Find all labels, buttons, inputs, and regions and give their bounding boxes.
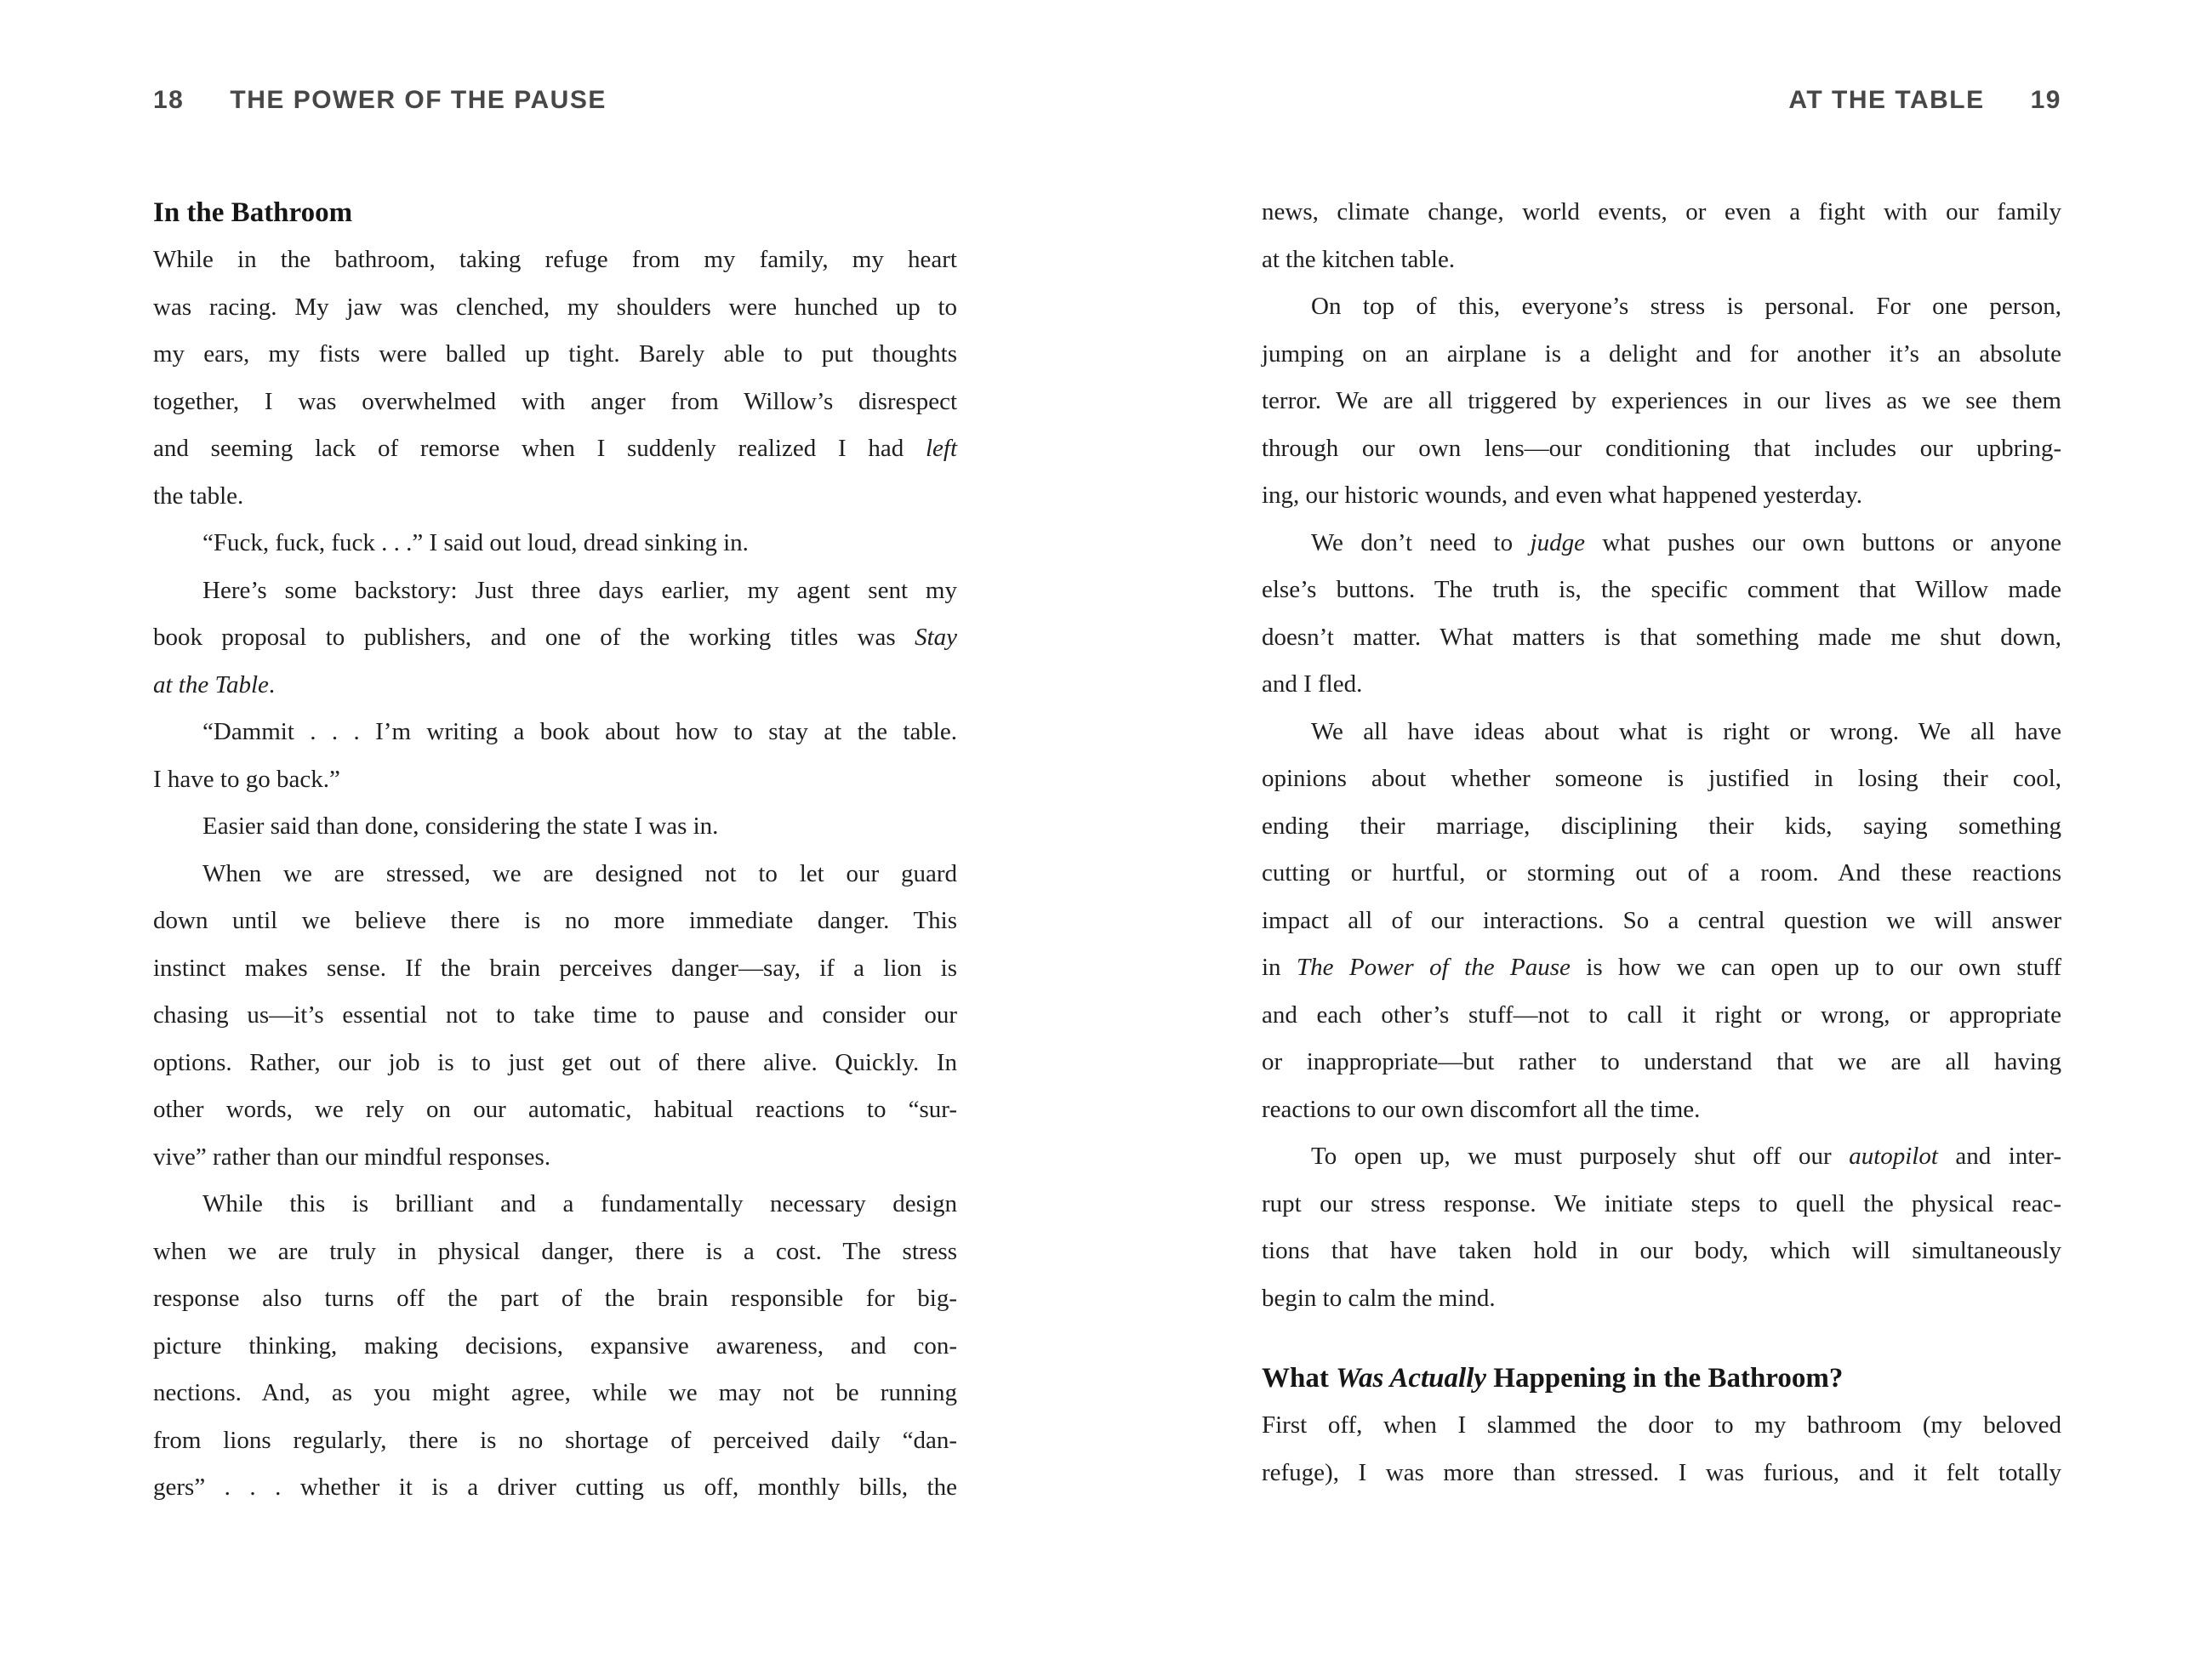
paragraph: [153, 237, 957, 520]
text-line: [1262, 567, 2061, 614]
text-segment: doesn’t matter. What matters is that something made me shut down,: [1262, 623, 2061, 651]
text-line: [1262, 850, 2061, 898]
text-segment: and seeming lack of remorse when I suddenly realized I had: [153, 435, 926, 462]
text-line: [1262, 614, 2061, 662]
text-segment: “Dammit . . . I’m writing a book about how to stay at the table.: [202, 718, 957, 745]
italic-text: Stay: [915, 624, 957, 651]
text-segment: response also turns off the part of the brain responsible for big-: [153, 1285, 957, 1312]
text-segment: book proposal to publishers, and one of the working titles was: [153, 624, 915, 651]
text-line: [153, 1417, 957, 1465]
text-segment: reactions to our own discomfort all the time.: [1262, 1095, 1701, 1123]
text-segment: Happening in the Bathroom?: [1486, 1363, 1844, 1394]
paragraph: [153, 567, 957, 710]
italic-text: judge: [1530, 528, 1585, 556]
text-line: [1262, 661, 2061, 709]
text-line: [1262, 803, 2061, 851]
italic-text: The Power of the Pause: [1297, 954, 1571, 981]
text-line: [1262, 1181, 2061, 1229]
text-line: [153, 1040, 957, 1087]
text-line: [153, 473, 957, 521]
text-segment: We all have ideas about what is right or wrong. We all have: [1311, 717, 2061, 745]
text-line: [1262, 1228, 2061, 1275]
text-line: [153, 237, 957, 284]
text-line: [1262, 1133, 2061, 1181]
text-segment: news, climate change, world events, or even a fight with our family: [1262, 198, 2061, 225]
italic-text: at the Table: [153, 670, 269, 698]
section-heading: [1262, 1354, 2061, 1402]
paragraph: [153, 709, 957, 803]
text-segment: and inter-: [1937, 1143, 2062, 1170]
text-segment: On top of this, everyone’s stress is personal. For one person,: [1311, 293, 2061, 320]
text-segment: at the kitchen table.: [1262, 245, 1456, 273]
text-segment: ending their marriage, disciplining their kids, saying something: [1262, 812, 2061, 840]
text-line: [1262, 189, 2061, 237]
text-line: [153, 709, 957, 756]
left-running-title: THE POWER OF THE PAUSE: [230, 86, 607, 114]
text-segment: down until we believe there is no more immediate danger. This: [153, 907, 957, 934]
text-segment: my ears, my fists were balled up tight. Barely able to put thoughts: [153, 340, 957, 368]
text-segment: To open up, we must purposely shut off our: [1311, 1143, 1850, 1170]
text-segment: rupt our stress response. We initiate steps to quell the physical reac-: [1262, 1189, 2061, 1217]
text-line: [153, 520, 957, 567]
text-segment: We don’t need to: [1311, 528, 1531, 556]
text-segment: What: [1262, 1363, 1337, 1394]
text-segment: While this is brilliant and a fundamentally necessary design: [202, 1190, 957, 1217]
text-line: [153, 898, 957, 945]
text-segment: impact all of our interactions. So a central question we will answer: [1262, 906, 2061, 934]
text-segment: vive” rather than our mindful responses.: [153, 1143, 551, 1171]
text-segment: gers” . . . whether it is a driver cutting us off, monthly bills, the: [153, 1474, 957, 1501]
text-segment: “Fuck, fuck, fuck . . .” I said out loud, dread sinking in.: [202, 529, 749, 556]
italic-text: autopilot: [1849, 1143, 1938, 1170]
text-line: [1262, 755, 2061, 803]
text-line: [1262, 1086, 2061, 1134]
text-segment: when we are truly in physical danger, there is a cost. The stress: [153, 1237, 957, 1265]
text-segment: Here’s some backstory: Just three days earlier, my agent sent my: [202, 576, 957, 604]
text-segment: I have to go back.”: [153, 765, 340, 793]
text-line: [153, 284, 957, 332]
text-segment: in: [1262, 954, 1297, 981]
text-segment: chasing us—it’s essential not to take time to pause and consider our: [153, 1001, 957, 1029]
text-line: [1262, 283, 2061, 331]
text-line: [153, 1323, 957, 1371]
paragraph: [1262, 283, 2061, 520]
text-segment: and each other’s stuff—not to call it right or wrong, or appropriate: [1262, 1001, 2061, 1029]
text-line: [153, 331, 957, 379]
right-page-number: 19: [2030, 86, 2061, 114]
text-line: [1262, 992, 2061, 1040]
text-segment: what pushes our own buttons or anyone: [1584, 528, 2061, 556]
paragraph: [153, 520, 957, 567]
right-running-header: [1788, 86, 2061, 115]
text-segment: is how we can open up to our own stuff: [1570, 954, 2061, 981]
text-line: [153, 662, 957, 710]
text-line: [1262, 472, 2061, 520]
left-page-number: 18: [153, 86, 185, 114]
text-segment: begin to calm the mind.: [1262, 1284, 1496, 1312]
paragraph: [1262, 520, 2061, 709]
text-line: [1262, 378, 2061, 425]
text-segment: In the Bathroom: [153, 197, 353, 228]
text-segment: When we are stressed, we are designed not to let our guard: [202, 859, 957, 887]
text-line: [153, 1229, 957, 1276]
text-segment: picture thinking, making decisions, expansive awareness, and con-: [153, 1331, 957, 1360]
text-line: [1262, 898, 2061, 945]
text-line: [1262, 520, 2061, 567]
text-line: [153, 803, 957, 851]
text-segment: cutting or hurtful, or storming out of a room. And these reactions: [1262, 859, 2061, 887]
text-segment: the table.: [153, 482, 244, 510]
text-line: [153, 992, 957, 1040]
section-heading: [153, 189, 957, 237]
text-line: [1262, 331, 2061, 379]
text-line: [153, 1275, 957, 1323]
text-segment: jumping on an airplane is a delight and for another it’s an absolute: [1262, 339, 2061, 368]
text-segment: options. Rather, our job is to just get out of there alive. Quickly. In: [153, 1048, 957, 1076]
page-body: [153, 189, 957, 1512]
text-segment: instinct makes sense. If the brain perceives danger—say, if a lion is: [153, 954, 957, 982]
text-line: [1262, 1450, 2061, 1497]
paragraph: [153, 803, 957, 851]
text-segment: through our own lens—our conditioning that includes our upbring-: [1262, 434, 2061, 462]
text-segment: tions that have taken hold in our body, which will simultaneously: [1262, 1237, 2061, 1264]
text-line: [1262, 1039, 2061, 1086]
page-body: [1262, 189, 2061, 1497]
paragraph: [153, 1181, 957, 1512]
text-line: [153, 425, 957, 473]
text-segment: from lions regularly, there is no shortage of perceived daily “dan-: [153, 1426, 957, 1454]
right-page: [1106, 0, 2212, 1659]
text-line: [1262, 237, 2061, 284]
text-line: [153, 945, 957, 993]
text-line: [153, 1370, 957, 1417]
text-line: [153, 1464, 957, 1512]
text-segment: While in the bathroom, taking refuge from my family, my heart: [153, 246, 957, 273]
text-segment: together, I was overwhelmed with anger from Willow’s disrespect: [153, 387, 957, 415]
text-segment: First off, when I slammed the door to my bathroom (my beloved: [1262, 1411, 2061, 1439]
text-segment: opinions about whether someone is justified in losing their cool,: [1262, 765, 2061, 792]
text-line: [153, 1181, 957, 1229]
text-segment: nections. And, as you might agree, while we may not be running: [153, 1379, 957, 1406]
paragraph: [1262, 709, 2061, 1134]
paragraph: [1262, 1402, 2061, 1497]
right-running-title: AT THE TABLE: [1788, 86, 1985, 114]
text-segment: ing, our historic wounds, and even what happened yesterday.: [1262, 482, 1863, 509]
text-segment: Easier said than done, considering the state I was in.: [202, 812, 719, 840]
text-line: [153, 1086, 957, 1134]
text-segment: or inappropriate—but rather to understand that we are all having: [1262, 1048, 2061, 1075]
paragraph: [1262, 1133, 2061, 1322]
text-line: [1262, 944, 2061, 992]
text-segment: other words, we rely on our automatic, habitual reactions to “sur-: [153, 1096, 957, 1123]
italic-text: Was Actually: [1336, 1363, 1487, 1394]
text-segment: refuge), I was more than stressed. I was furious, and it felt totally: [1262, 1458, 2061, 1486]
text-line: [153, 1134, 957, 1182]
text-line: [153, 379, 957, 426]
text-line: [1262, 1402, 2061, 1450]
text-line: [153, 851, 957, 898]
paragraph: [1262, 189, 2061, 283]
text-line: [153, 567, 957, 615]
italic-text: left: [925, 435, 957, 462]
text-segment: .: [268, 670, 276, 698]
paragraph: [153, 851, 957, 1182]
text-segment: was racing. My jaw was clenched, my shoulders were hunched up to: [153, 293, 957, 321]
text-line: [153, 614, 957, 662]
text-line: [1262, 425, 2061, 473]
text-line: [1262, 1275, 2061, 1323]
left-running-header: [153, 86, 607, 115]
text-line: [153, 756, 957, 804]
text-segment: terror. We are all triggered by experiences in our lives as we see them: [1262, 387, 2061, 414]
text-line: [1262, 709, 2061, 756]
text-segment: else’s buttons. The truth is, the specific comment that Willow made: [1262, 576, 2061, 603]
text-segment: and I fled.: [1262, 670, 1363, 698]
